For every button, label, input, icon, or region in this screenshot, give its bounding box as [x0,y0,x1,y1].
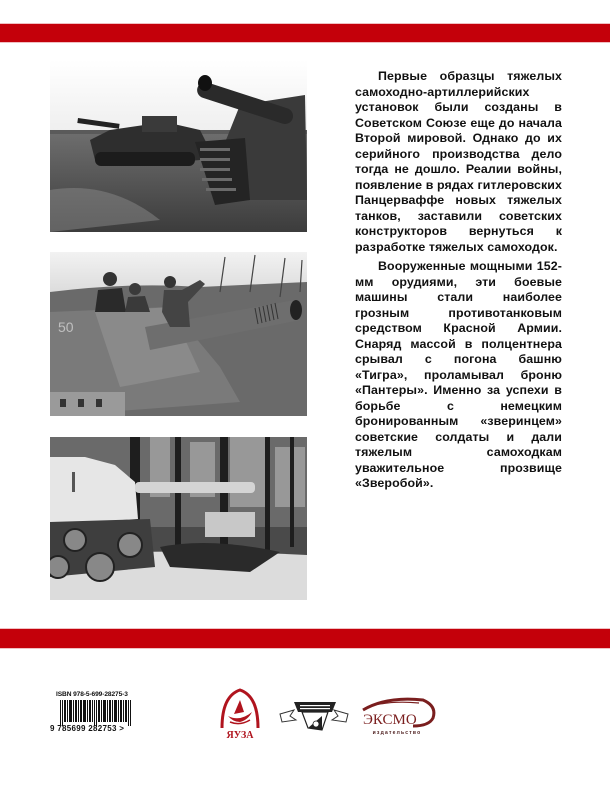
photo-spg-winter-forest [50,437,307,600]
photo-spg-field [50,60,307,232]
eksmo-swoosh-icon [357,694,437,736]
top-red-band [0,24,610,42]
barcode-bars-icon [60,700,133,726]
barcode-digits: 9 785699 282753 > [50,724,125,733]
isbn-label: ISBN 978-5-699-28275-3 [56,691,128,698]
series-emblem-logo [278,698,350,732]
description-paragraph-1: Первые образцы тяжелых самоходно-артиллерийских установок были созданы в Советском Союзе еще до начала Второй мировой. Однако до их серийного производства дело тогда не дошло. Реалии войны, появление в рядах гитлеровских Панцерваффе новых тяжелых танков, заставили советских конструкторов вернуться к разработке тяжелых самоходок. [355,69,562,254]
yauza-arch-icon [218,688,262,740]
svg-text:ЯУЗА: ЯУЗА [226,730,254,740]
description-paragraph-2: Вооруженные мощными 152-мм орудиями, эти боевые машины стали наиболее грозным противотанковым средством Красной Армии. Снаряд массой в полцентнера срывал с погона башню «Тигра», проламывал броню «Пантеры». Именно за успехи в борьбе с немецким бронированным «зверинцем» советские солдаты и дали тяжелым самоходкам уважительное прозвище «Зверобой». [355,259,562,490]
photo-spg-winter-forest-image [50,437,307,600]
bottom-red-band [0,629,610,648]
yauza-logo [218,688,262,740]
photo-spg-crew-image [50,252,307,416]
eksmo-logo [357,694,437,736]
svg-text:50: 50 [58,319,74,335]
photo-spg-crew [50,252,307,416]
svg-text:ЭКСМО: ЭКСМО [363,712,417,728]
description-text [355,69,562,492]
photo-spg-field-image [50,60,307,232]
svg-text:издательство: издательство [372,730,422,736]
series-emblem-icon [278,698,350,732]
